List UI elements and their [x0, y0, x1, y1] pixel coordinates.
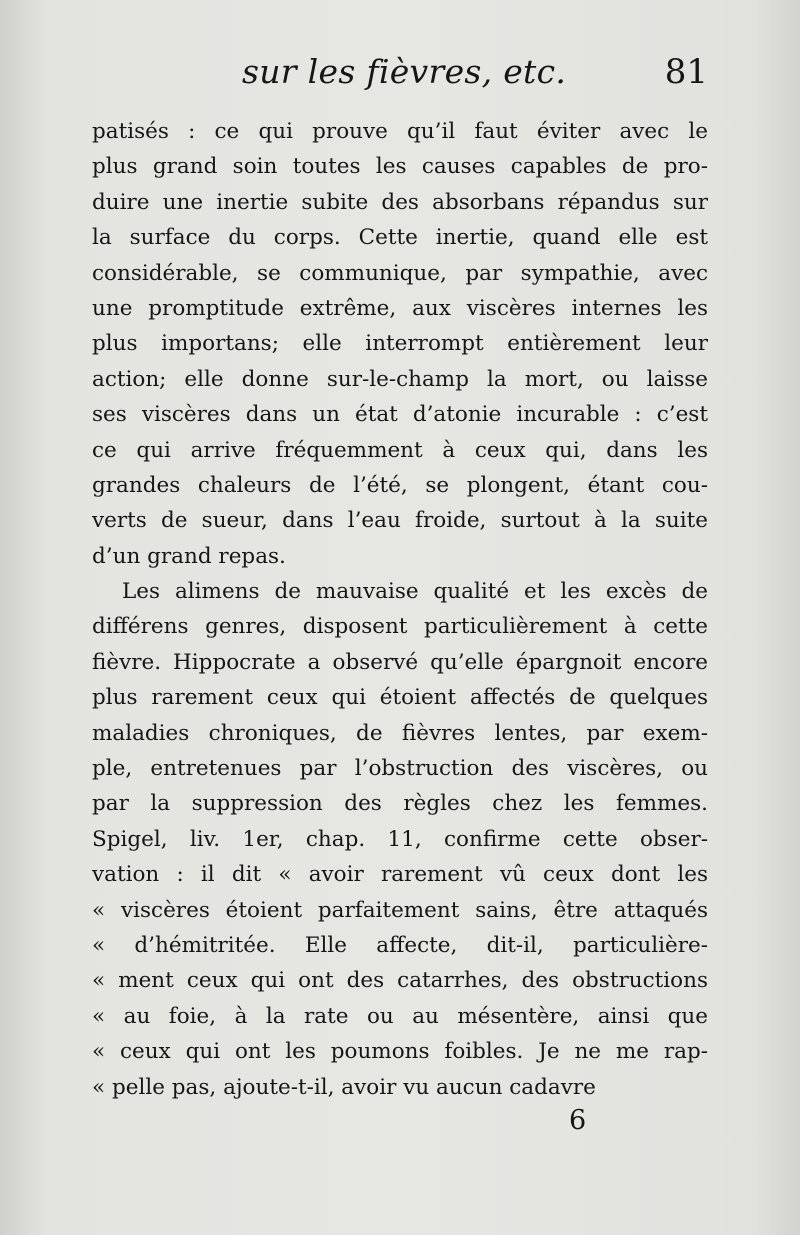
text-line: par la suppression des règles chez les femmes. — [92, 791, 708, 817]
text-line: « au foie, à la rate ou au mésentère, ainsi que — [92, 1003, 708, 1029]
page-header — [92, 52, 708, 102]
text-line: « viscères étoient parfaitement sains, être attaqués — [92, 897, 708, 923]
text-line: verts de sueur, dans l’eau froide, surtout à la suite — [92, 508, 708, 534]
paragraph-start-line: Les alimens de mauvaise qualité et les excès de — [122, 579, 708, 605]
text-line: « ment ceux qui ont des catarrhes, des obstructions — [92, 968, 708, 994]
text-line: plus importans; elle interrompt entièrement leur — [92, 331, 708, 357]
text-line: vation : il dit « avoir rarement vû ceux dont les — [92, 862, 708, 888]
page-number: 81 — [664, 52, 708, 92]
text-line: ple, entretenues par l’obstruction des viscères, ou — [92, 756, 708, 782]
text-line: grandes chaleurs de l’été, se plongent, étant cou- — [92, 472, 708, 498]
text-line: considérable, se communique, par sympathie, avec — [92, 260, 708, 286]
text-line: maladies chroniques, de fièvres lentes, par exem- — [92, 720, 708, 746]
text-line: « ceux qui ont les poumons foibles. Je ne me rap- — [92, 1039, 708, 1065]
text-line: action; elle donne sur-le-champ la mort, ou laisse — [92, 366, 708, 392]
text-line: ce qui arrive fréquemment à ceux qui, dans les — [92, 437, 708, 463]
text-line: plus grand soin toutes les causes capables de pro- — [92, 154, 708, 180]
text-line: Spigel, liv. 1er, chap. 11, confirme cette obser- — [92, 826, 708, 852]
body-text — [92, 114, 708, 1105]
signature-mark: 6 — [569, 1105, 587, 1136]
text-line: « d’hémitritée. Elle affecte, dit-il, particulière- — [92, 932, 708, 958]
text-line: fièvre. Hippocrate a observé qu’elle épargnoit encore — [92, 649, 708, 675]
text-line: d’un grand repas. — [92, 543, 286, 569]
text-line: une promptitude extrême, aux viscères internes les — [92, 295, 708, 321]
text-line: différens genres, disposent particulièrement à cette — [92, 614, 708, 640]
text-line: duire une inertie subite des absorbans répandus sur — [92, 189, 708, 215]
text-line: ses viscères dans un état d’atonie incurable : c’est — [92, 402, 708, 428]
running-title: sur les fièvres, etc. — [242, 52, 567, 91]
text-line: plus rarement ceux qui étoient affectés de quelques — [92, 685, 708, 711]
text-line: « pelle pas, ajoute-t-il, avoir vu aucun cadavre — [92, 1074, 596, 1100]
text-line: la surface du corps. Cette inertie, quand elle est — [92, 225, 708, 251]
text-line: patisés : ce qui prouve qu’il faut éviter avec le — [92, 119, 708, 144]
